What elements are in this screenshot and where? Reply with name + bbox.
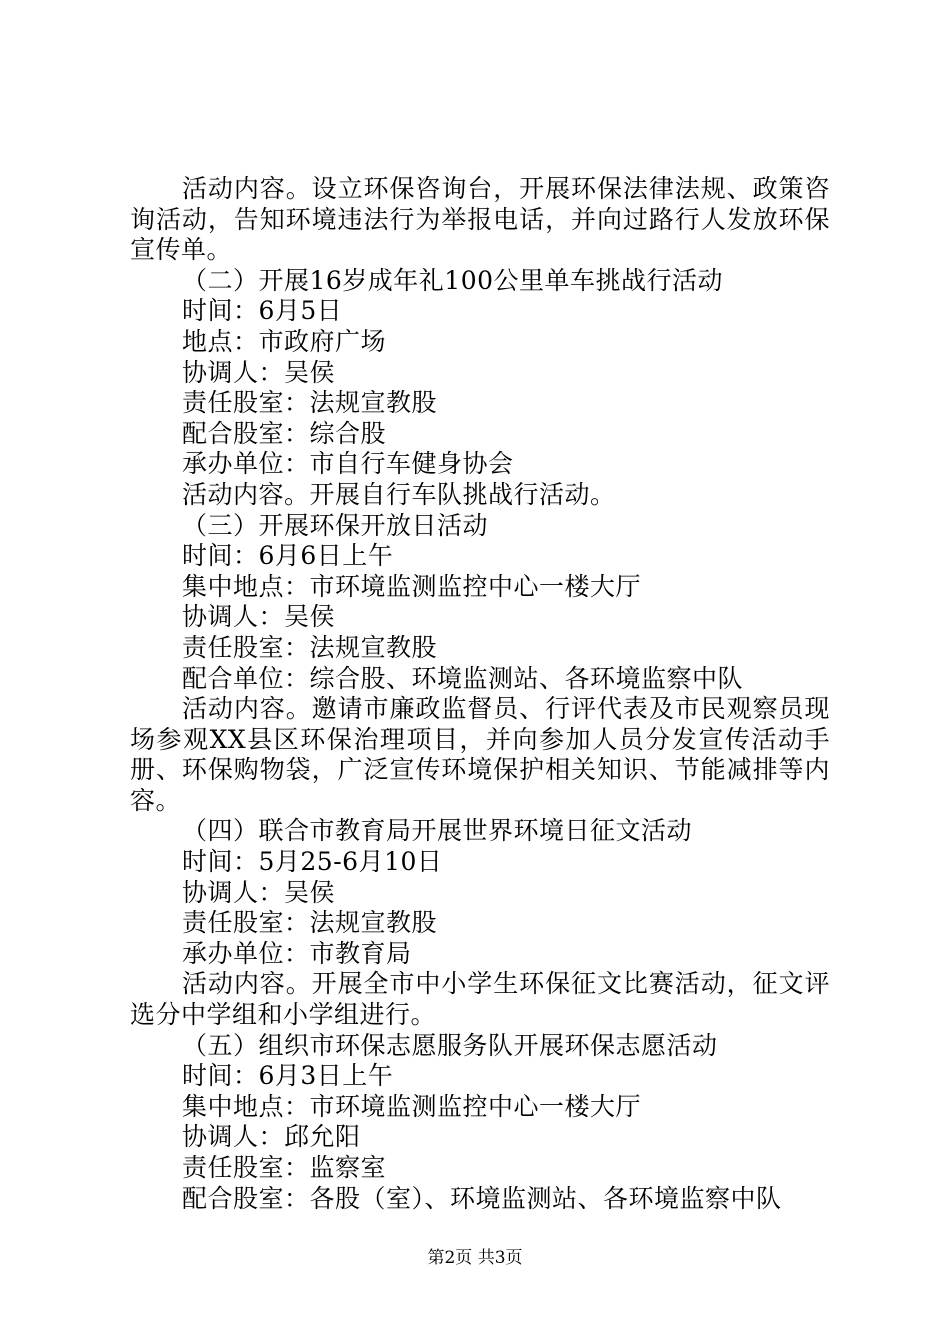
paragraph: 活动内容。设立环保咨询台，开展环保法律法规、政策咨询活动，告知环境违法行为举报电话，并向过路行人发放环保宣传单。 bbox=[130, 174, 830, 265]
text-line: 时间：6月3日上午 bbox=[182, 1061, 394, 1091]
text-line: 配合单位：综合股、环境监测站、各环境监察中队 bbox=[182, 663, 744, 693]
text-line: 配合股室：综合股 bbox=[182, 418, 387, 448]
text-line: 时间：5月25-6月10日 bbox=[182, 847, 443, 877]
text-line: 活动内容。开展自行车队挑战行活动。 bbox=[182, 479, 616, 509]
page-footer: 第2页 共3页 bbox=[427, 1248, 523, 1268]
text-line: （三）开展环保开放日活动 bbox=[182, 510, 489, 540]
text-line: 集中地点：市环境监测监控中心一楼大厅 bbox=[182, 1091, 642, 1121]
text-line: 承办单位：市教育局 bbox=[182, 938, 412, 968]
document-body bbox=[130, 174, 830, 1214]
text-line: （五）组织市环保志愿服务队开展环保志愿活动 bbox=[182, 1030, 718, 1060]
text-line: 协调人：吴侯 bbox=[182, 602, 336, 632]
text-line: 配合股室：各股（室）、环境监测站、各环境监察中队 bbox=[182, 1183, 782, 1213]
text-line: 责任股室：法规宣教股 bbox=[182, 632, 438, 662]
text-line: 承办单位：市自行车健身协会 bbox=[182, 449, 514, 479]
text-line: 地点：市政府广场 bbox=[182, 326, 387, 356]
text-line: 责任股室：法规宣教股 bbox=[182, 388, 438, 418]
text-line: 时间：6月6日上午 bbox=[182, 541, 394, 571]
text-line: 协调人：吴侯 bbox=[182, 877, 336, 907]
text-line: 责任股室：法规宣教股 bbox=[182, 908, 438, 938]
paragraph: 活动内容。邀请市廉政监督员、行评代表及市民观察员现场参观XX县区环保治理项目，并向参加人员分发宣传活动手册、环保购物袋，广泛宣传环境保护相关知识、节能减排等内容。 bbox=[130, 694, 830, 815]
text-line: （二）开展16岁成年礼100公里单车挑战行活动 bbox=[182, 265, 724, 295]
text-line: 责任股室：监察室 bbox=[182, 1153, 387, 1182]
paragraph: 活动内容。开展全市中小学生环保征文比赛活动，征文评选分中学组和小学组进行。 bbox=[130, 969, 830, 1030]
text-line: 集中地点：市环境监测监控中心一楼大厅 bbox=[182, 571, 642, 601]
text-line: 协调人：吴侯 bbox=[182, 357, 336, 387]
text-line: （四）联合市教育局开展世界环境日征文活动 bbox=[182, 816, 693, 846]
text-line: 协调人：邱允阳 bbox=[182, 1122, 361, 1152]
text-line: 时间：6月5日 bbox=[182, 296, 343, 326]
